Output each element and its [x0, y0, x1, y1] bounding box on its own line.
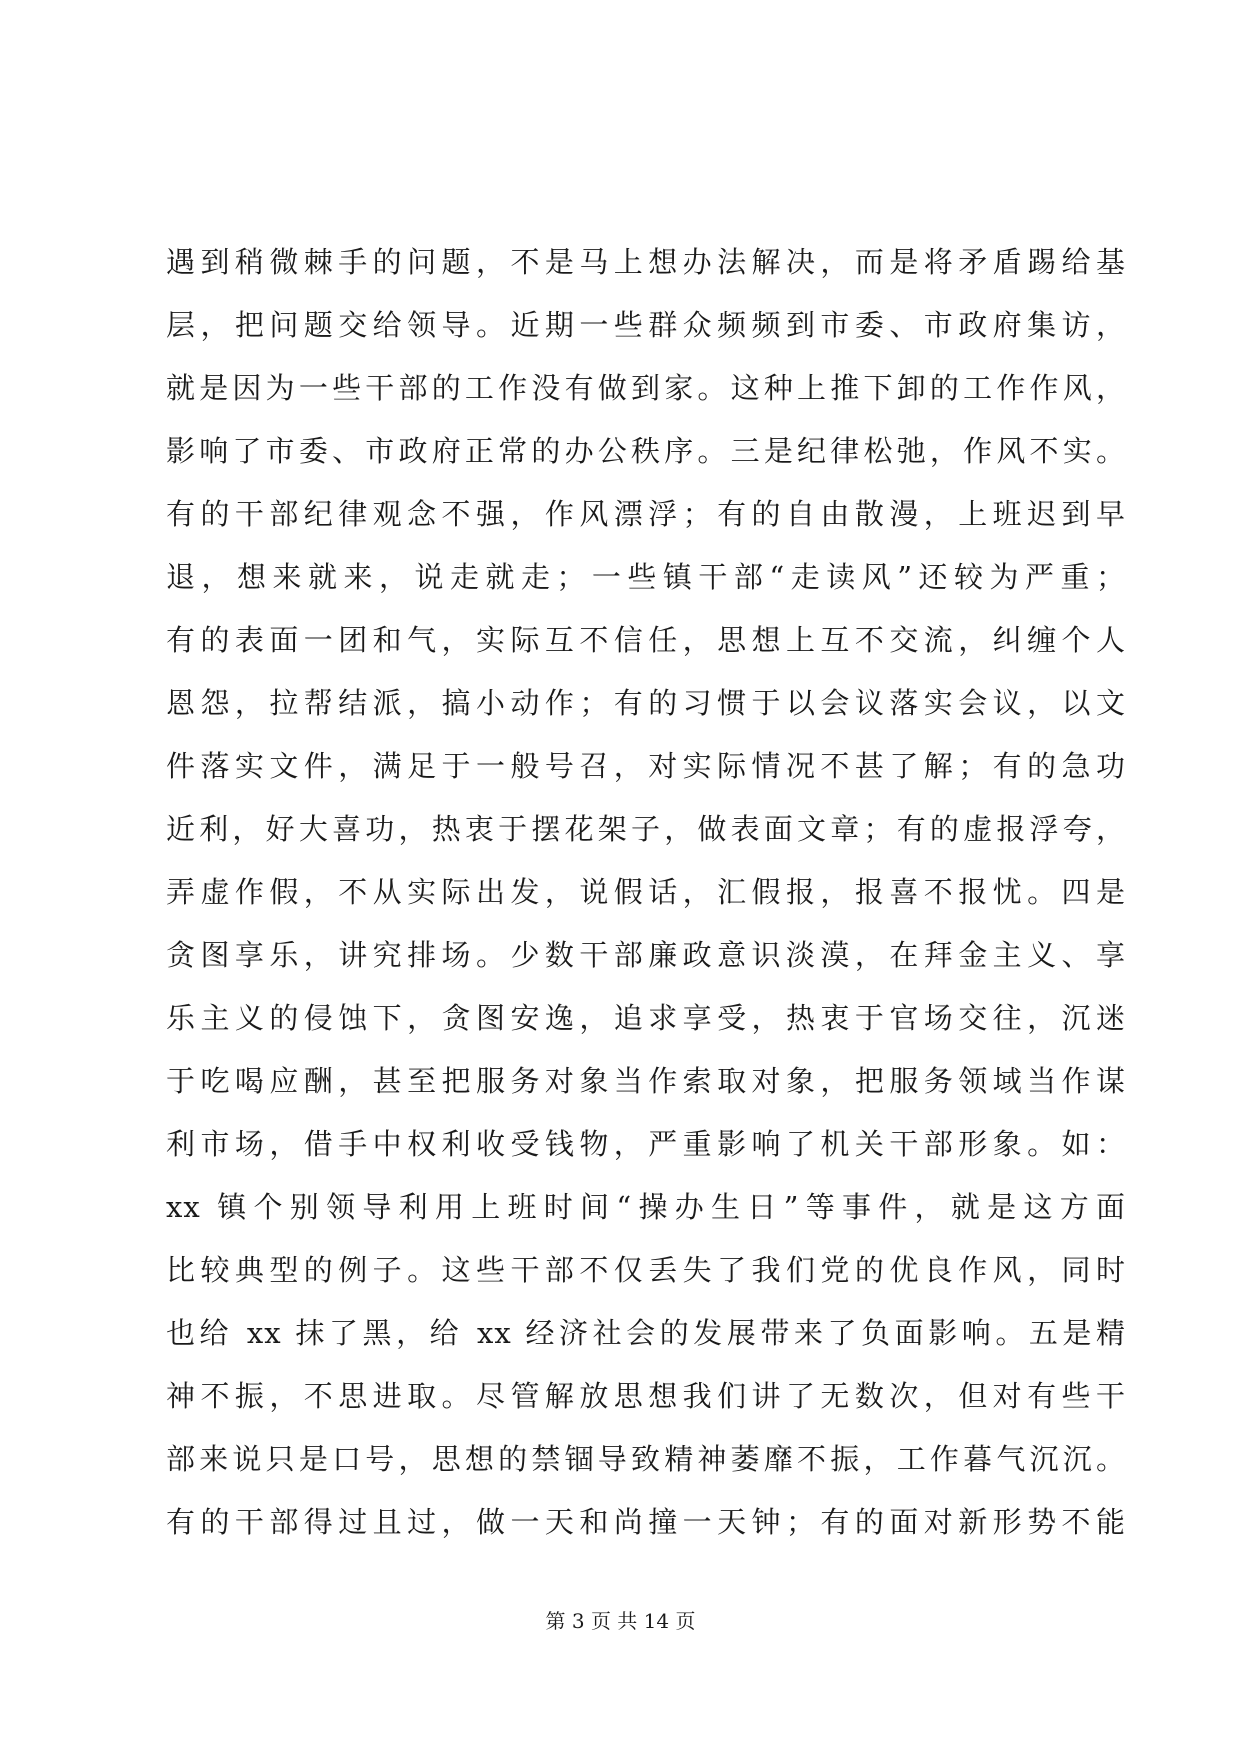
page-number-footer: 第 3 页 共 14 页	[545, 1609, 696, 1633]
text-line-21: 有的干部得过且过，做一天和尚撞一天钟；有的面对新形势不能	[166, 1505, 1126, 1539]
text-line-3: 就是因为一些干部的工作没有做到家。这种上推下卸的工作作风，	[166, 371, 1126, 405]
text-line-17: 比较典型的例子。这些干部不仅丢失了我们党的优良作风，同时	[166, 1253, 1126, 1287]
text-line-16: xx 镇个别领导利用上班时间“操办生日”等事件，就是这方面	[166, 1190, 1126, 1224]
text-line-12: 贪图享乐，讲究排场。少数干部廉政意识淡漠，在拜金主义、享	[166, 938, 1126, 972]
text-line-13: 乐主义的侵蚀下，贪图安逸，追求享受，热衷于官场交往，沉迷	[166, 1001, 1126, 1035]
text-line-15: 利市场，借手中权利收受钱物，严重影响了机关干部形象。如：	[166, 1127, 1126, 1161]
text-line-6: 退，想来就来，说走就走；一些镇干部“走读风”还较为严重；	[166, 560, 1126, 594]
body-text	[166, 231, 1126, 1554]
text-line-8: 恩怨，拉帮结派，搞小动作；有的习惯于以会议落实会议，以文	[166, 686, 1126, 720]
text-line-18: 也给 xx 抹了黑，给 xx 经济社会的发展带来了负面影响。五是精	[166, 1316, 1126, 1350]
text-line-5: 有的干部纪律观念不强，作风漂浮；有的自由散漫，上班迟到早	[166, 497, 1126, 531]
text-line-14: 于吃喝应酬，甚至把服务对象当作索取对象，把服务领域当作谋	[166, 1064, 1126, 1098]
text-line-20: 部来说只是口号，思想的禁锢导致精神萎靡不振，工作暮气沉沉。	[166, 1442, 1126, 1476]
text-line-2: 层，把问题交给领导。近期一些群众频频到市委、市政府集访，	[166, 308, 1126, 342]
text-line-7: 有的表面一团和气，实际互不信任，思想上互不交流，纠缠个人	[166, 623, 1126, 657]
text-line-4: 影响了市委、市政府正常的办公秩序。三是纪律松弛，作风不实。	[166, 434, 1126, 468]
text-line-9: 件落实文件，满足于一般号召，对实际情况不甚了解；有的急功	[166, 749, 1126, 783]
text-line-19: 神不振，不思进取。尽管解放思想我们讲了无数次，但对有些干	[166, 1379, 1126, 1413]
text-line-1: 遇到稍微棘手的问题，不是马上想办法解决，而是将矛盾踢给基	[166, 245, 1126, 279]
text-line-11: 弄虚作假，不从实际出发，说假话，汇假报，报喜不报忧。四是	[166, 875, 1126, 909]
text-line-10: 近利，好大喜功，热衷于摆花架子，做表面文章；有的虚报浮夸，	[166, 812, 1126, 846]
